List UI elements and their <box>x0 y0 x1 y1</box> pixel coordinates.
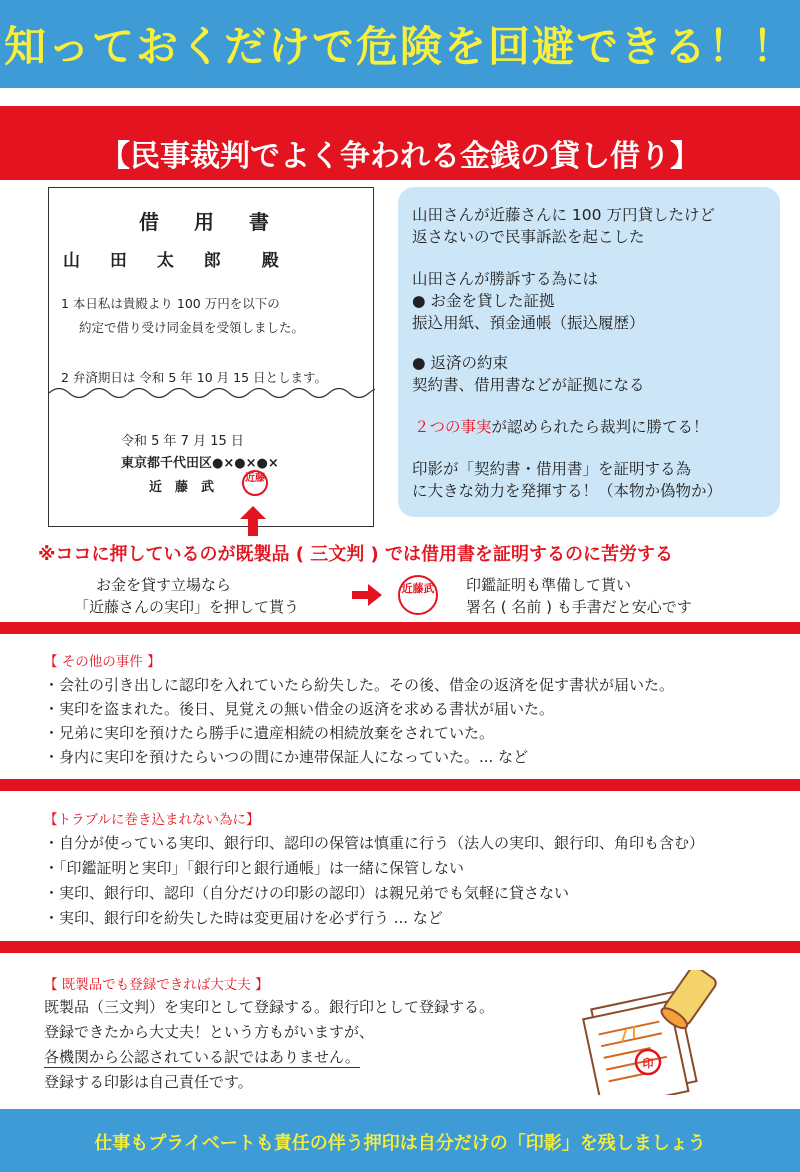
explanation-text: が認められたら裁判に勝てる！ <box>491 418 709 436</box>
registered-line: 既製品（三文判）を実印として登録する。銀行印として登録する。 <box>44 998 495 1016</box>
prevention-heading: 【トラブルに巻き込まれない為に】 <box>44 812 260 828</box>
document-heading: 借 用 書 <box>139 210 283 234</box>
registered-line-underlined: 各機関から公認されている訳ではありません。 <box>44 1048 360 1066</box>
prevention-item: ・「印鑑証明と実印」「銀行印と銀行通帳」は一緒に保管しない <box>44 859 465 877</box>
warning-text: ※ココに押しているのが既製品 ( 三文判 ) では借用書を証明するのに苦労する <box>38 544 674 565</box>
explanation-box <box>398 187 780 517</box>
document-line: 1 本日私は貴殿より 100 万円を以下の <box>61 296 280 311</box>
explanation-line: ● お金を貸した証拠 <box>412 292 555 310</box>
explanation-line: ● 返済の約束 <box>412 354 508 372</box>
advice-right-line: 印鑑証明も準備して貰い <box>466 576 632 594</box>
red-divider <box>0 106 800 118</box>
document-line: 2 弁済期日は 令和 5 年 10 月 15 日とします。 <box>61 370 328 385</box>
registered-line: 登録できたから大丈夫！という方もがいますが、 <box>44 1023 375 1041</box>
document-date: 令和 5 年 7 月 15 日 <box>121 434 244 449</box>
red-divider <box>0 622 800 634</box>
document-addressee: 山 田 太 郎 殿 <box>63 251 291 271</box>
other-case-item: ・会社の引き出しに認印を入れていたら紛失した。その後、借金の返済を促す書状が届いた。 <box>44 676 675 694</box>
explanation-line: 山田さんが勝訴する為には <box>412 270 599 288</box>
red-divider <box>0 779 800 791</box>
torn-edge-wave <box>49 384 375 402</box>
section-title: 【民事裁判でよく争われる金銭の貸し借り】 <box>100 139 700 174</box>
seal-stamp: 近藤 <box>242 470 268 496</box>
explanation-line: 返さないので民事訴訟を起こした <box>412 228 645 246</box>
prevention-item: ・実印、銀行印を紛失した時は変更届けを必ず行う ... など <box>44 909 443 927</box>
loan-document <box>48 187 374 527</box>
right-arrow-icon <box>352 584 382 606</box>
other-case-item: ・身内に実印を預けたらいつの間にか連帯保証人になっていた。... など <box>44 748 529 766</box>
red-divider <box>0 941 800 953</box>
other-cases-heading: 【 その他の事件 】 <box>44 654 161 670</box>
registered-seal-stamp: 近藤武 <box>398 575 438 615</box>
explanation-line: 振込用紙、預金通帳（振込履歴） <box>412 314 645 332</box>
section-title-banner <box>0 118 800 180</box>
up-arrow-icon <box>240 506 266 536</box>
other-case-item: ・実印を盗まれた。後日、見覚えの無い借金の返済を求める書状が届いた。 <box>44 700 555 718</box>
registered-line: 登録する印影は自己責任です。 <box>44 1073 253 1091</box>
explanation-line: 契約書、借用書などが証拠になる <box>412 376 645 394</box>
stamp-document-illustration-icon <box>560 970 770 1095</box>
svg-text:印: 印 <box>642 1057 654 1070</box>
footer-text: 仕事もプライベートも責任の伴う押印は自分だけの「印影」を残しましょう <box>94 1133 706 1154</box>
footer-banner <box>0 1109 800 1172</box>
explanation-line: 印影が「契約書・借用書」を証明する為 <box>412 460 692 478</box>
advice-left-line: お金を貸す立場なら <box>96 576 232 594</box>
document-address: 東京都千代田区●×●×●× <box>121 456 279 471</box>
header-banner <box>0 0 800 88</box>
document-signer: 近 藤 武 <box>149 480 215 495</box>
prevention-item: ・自分が使っている実印、銀行印、認印の保管は慎重に行う（法人の実印、銀行印、角印も含む） <box>44 834 705 852</box>
highlight-text: ２つの事実 <box>414 418 492 436</box>
registered-heading: 【 既製品でも登録できれば大丈夫 】 <box>44 977 269 993</box>
document-line: 約定で借り受け同金員を受領しました。 <box>79 320 305 335</box>
advice-right-line: 署名 ( 名前 ) も手書だと安心です <box>466 598 692 616</box>
explanation-line <box>414 415 709 437</box>
header-title: 知っておくだけで危険を回避できる！！ <box>3 22 796 71</box>
explanation-line: に大きな効力を発揮する！（本物か偽物か） <box>412 482 723 500</box>
prevention-item: ・実印、銀行印、認印（自分だけの印影の認印）は親兄弟でも気軽に貸さない <box>44 884 570 902</box>
other-case-item: ・兄弟に実印を預けたら勝手に遺産相続の相続放棄をされていた。 <box>44 724 495 742</box>
advice-left-line: 「近藤さんの実印」を押して貰う <box>74 598 300 616</box>
explanation-line: 山田さんが近藤さんに 100 万円貸したけど <box>412 206 715 224</box>
